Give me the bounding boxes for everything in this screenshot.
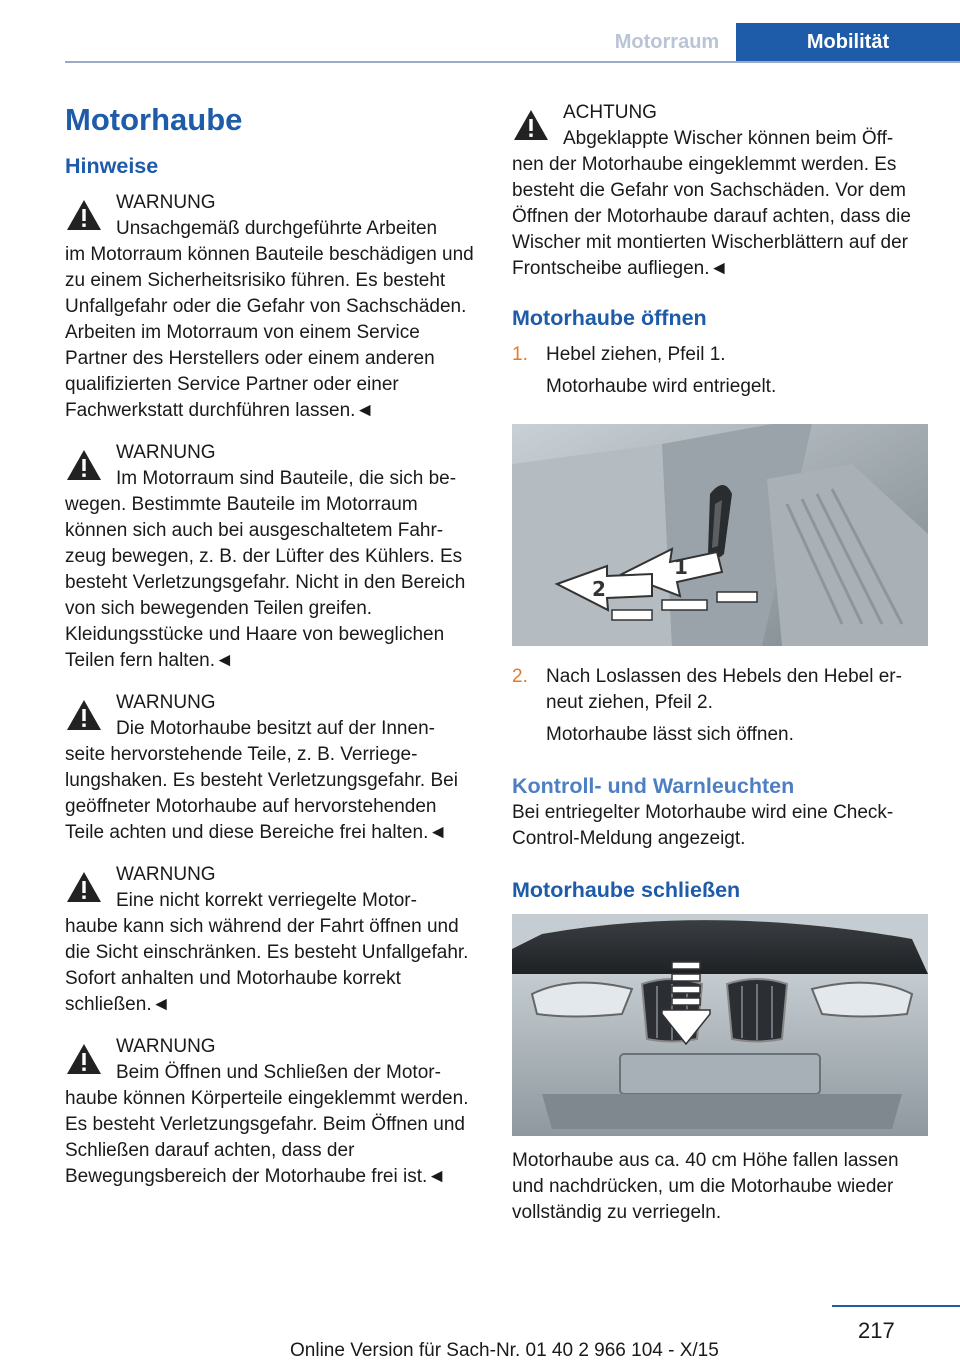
section-title-close: Motorhaube schließen (512, 878, 741, 902)
footer-version: Online Version für Sach-Nr. 01 40 2 966 104 - X/15 (290, 1340, 719, 1361)
warning-text: im Motorraum können Bauteile beschädigen und zu einem Sicherheitsrisiko führen. Es besteht Unfallgefahr oder die Gefahr von Sachschäden. Arbeiten im Motorraum von einem Service Partner des Herstellers oder einem anderen qualifizierten Service Partner oder einer Fachwerkstatt durchführen lassen.◄ (65, 244, 474, 421)
warning-triangle-icon (65, 198, 103, 232)
open-steps-list-continued (512, 664, 928, 748)
step-number: 1. (512, 344, 528, 365)
page-number: 217 (858, 1318, 895, 1343)
warning-first-line: Unsachgemäß durchgeführte Arbeiten (116, 218, 438, 239)
warning-block (65, 440, 477, 674)
page-title: Motorhaube (65, 102, 243, 137)
arrow-label-1: 1 (674, 555, 688, 579)
warning-first-line: Beim Öffnen und Schließen der Motor- (116, 1062, 441, 1083)
page-header (0, 0, 960, 62)
warning-triangle-icon (65, 698, 103, 732)
step-number: 2. (512, 666, 528, 687)
lights-text: Bei entriegelter Motorhaube wird eine Check-Control-Meldung angezeigt. (512, 802, 894, 849)
warning-text: haube kann sich während der Fahrt öffnen und die Sicht einschränken. Es besteht Unfallgefahr. Sofort anhalten und Motorhaube korrekt schließen.◄ (65, 916, 469, 1015)
warning-first-line: Eine nicht korrekt verriegelte Motor- (116, 890, 417, 911)
step-text: Nach Loslassen des Hebels den Hebel erneut ziehen, Pfeil 2. (546, 666, 902, 713)
header-divider (65, 61, 960, 63)
open-steps-list (512, 342, 928, 400)
warning-text: haube können Körperteile eingeklemmt werden. Es besteht Verletzungsgefahr. Beim Öffnen und Schließen darauf achten, dass der Bewegungsbereich der Motorhaube frei ist.◄ (65, 1088, 469, 1187)
close-text: Motorhaube aus ca. 40 cm Höhe fallen lassen und nachdrücken, um die Motorhaube wieder vollständig zu verriegeln. (512, 1150, 899, 1223)
warning-label: WARNUNG (116, 192, 216, 213)
warning-block (65, 862, 477, 1018)
right-column (512, 100, 928, 1226)
arrow-label-2: 2 (592, 577, 606, 601)
warning-text: seite hervorstehende Teile, z. B. Verriegelungshaken. Es besteht Verletzungsgefahr. Bei geöffneter Motorhaube auf hervorstehenden Teile achten und diese Bereiche frei halten.◄ (65, 744, 458, 843)
caution-block (512, 100, 928, 282)
caution-first-line: Abgeklappte Wischer können beim Öff- (563, 128, 894, 149)
warning-label: WARNUNG (116, 692, 216, 713)
left-column (65, 92, 477, 1206)
step-result: Motorhaube lässt sich öffnen. (546, 724, 794, 745)
step-text: Hebel ziehen, Pfeil 1. (546, 344, 726, 365)
warning-first-line: Im Motorraum sind Bauteile, die sich be- (116, 468, 457, 489)
section-title-lights: Kontroll- und Warnleuchten (512, 774, 795, 798)
header-tab-mobilitaet[interactable]: Mobilität (736, 23, 960, 62)
warning-block (65, 690, 477, 846)
list-item (512, 664, 928, 748)
warning-triangle-icon (65, 870, 103, 904)
warning-text: wegen. Bestimmte Bauteile im Motorraum können sich auch bei ausgeschaltetem Fahrzeug bewegen, z. B. der Lüfter des Kühlers. Es besteht Verletzungsgefahr. Nicht in den Bereich von sich bewegenden Teilen greifen. Kleidungsstücke und Haare von beweglichen Teilen fern halten.◄ (65, 494, 466, 671)
warning-triangle-icon (65, 448, 103, 482)
warning-triangle-icon (512, 108, 550, 142)
caution-text: nen der Motorhaube eingeklemmt werden. Es besteht die Gefahr von Sachschäden. Vor dem Öffnen der Motorhaube darauf achten, dass die Wischer mit montierten Wischerblättern auf der Frontscheibe aufliegen.◄ (512, 154, 911, 279)
caution-label: ACHTUNG (563, 102, 657, 123)
warning-block (65, 190, 477, 424)
warning-label: WARNUNG (116, 864, 216, 885)
section-title-open: Motorhaube öffnen (512, 306, 707, 330)
hood-lever-photo (512, 424, 928, 646)
warning-first-line: Die Motorhaube besitzt auf der Innen- (116, 718, 435, 739)
warning-triangle-icon (65, 1042, 103, 1076)
section-title-hinweise: Hinweise (65, 154, 159, 178)
list-item (512, 342, 928, 400)
hood-close-photo (512, 914, 928, 1136)
step-result: Motorhaube wird entriegelt. (546, 376, 777, 397)
warning-label: WARNUNG (116, 1036, 216, 1057)
warning-block (65, 1034, 477, 1190)
warning-label: WARNUNG (116, 442, 216, 463)
footer-divider (832, 1305, 960, 1307)
header-tab-motorraum[interactable]: Motorraum (614, 31, 720, 53)
